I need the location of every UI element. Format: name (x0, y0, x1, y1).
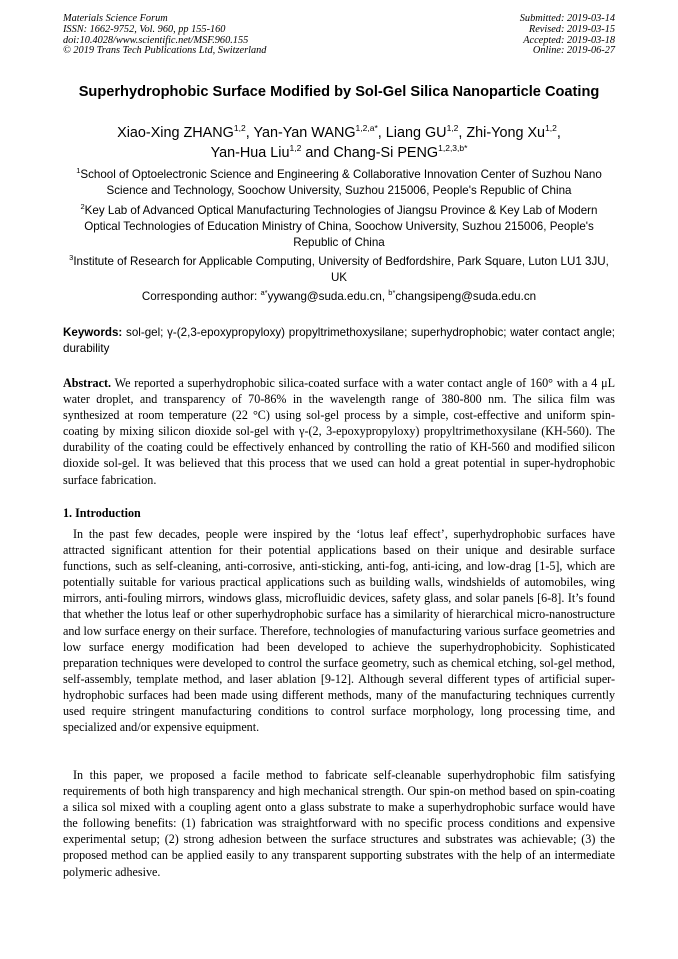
affiliation-3: $^3$Institute of Research for Applicable Computing, University of Bedfordshire, Park Square, Luton LU1 3JU, UK (69, 253, 609, 284)
author: Yan-Yan $WANG^{1,2,a*}$, (253, 123, 386, 141)
abstract-text: We reported a superhydrophobic silica-coated surface with a water contact angle of 160° with a 4 μL water droplet, and transparency of 70-86% in the wavelength range of 380-800 nm. The silica film was synthesized at room temperature (22 °C) using sol-gel process by a simple, cost-effective and uniform spin-coating by mixing silicon dioxide sol-gel with γ-(2, 3-epoxypropyloxy) propyltrimethoxysilane (KH-560). The durability of the coating could be effectively enhanced by controlling the ratio of KH-560 and modified silicon dioxide sol-gel. It was believed that this process that we used can hold a great potential in super-hydrophobic surface fabrication. (63, 376, 615, 487)
paper-title: Superhydrophobic Surface Modified by Sol-Gel Silica Nanoparticle Coating (78, 84, 600, 100)
affiliation-2: $^2$Key Lab of Advanced Optical Manufacturing Technologies of Jiangsu Province & Key Lab of Modern Optical Technologies of Education Ministry of China, Soochow University, Suzhou 215006, People's Republic of China (80, 202, 598, 249)
keywords-label: Keywords: (63, 326, 123, 339)
author: Liang GU$^{1,2}$, (385, 123, 467, 141)
journal-header (63, 14, 266, 57)
abstract-label: Abstract. (63, 376, 112, 390)
copyright-line: © 2019 Trans Tech Publications Ltd, Switzerland (63, 45, 267, 57)
section-heading-introduction: 1. Introduction (63, 506, 141, 520)
submitted-date: Submitted: 2019-03-14 (519, 13, 615, 24)
online-date: Online: 2019-06-27 (532, 45, 615, 57)
doi-line[interactable]: doi:10.4028/www.scientific.net/MSF.960.155 (63, 34, 249, 46)
intro-paragraph-2: In this paper, we proposed a facile method to fabricate self-cleanable superhydrophobic film satisfying requirements of both high transparency and high mechanical strength. Our spin-on method based on spin-coating a silica sol mixed with a coupling agent onto a glass substrate to make a superhydrophobic surface would have the following benefits: (1) fabrication was straightforward with no specific process conditions and expensive experimental setup; (2) strong adhesion between the surface structures and substrates was achievable; (3) the proposed method can be applied easily to any transparent supporting substrates with the help of an intermediate polymeric adhesive. (63, 768, 615, 879)
author-list (63, 123, 615, 163)
accepted-date: Accepted: 2019-03-18 (523, 34, 615, 46)
author: Xiao-Xing ZHANG$^{1,2}$, (117, 123, 254, 141)
abstract (63, 375, 615, 488)
intro-paragraph-1: In the past few decades, people were inspired by the ‘lotus leaf effect’, superhydrophobic surfaces have attracted significant attention for their potential applications based on their unique and desirable surface functions, such as self-cleaning, anti-corrosive, anti-sticking, anti-fog, anti-icing, and low-drag [1-5], which are potentially suitable for various practical applications such as building walls, windshields of automobiles, wing mirrors, anti-fouling mirrors, windows glass, microfluidic devices, safety glass, and solar panels [6-8]. It’s found that whether the lotus leaf or other superhydrophobic surface has a similarity of hierarchical micro-nanostructure and low surface energy on their surface. Therefore, technologies of manufacturing various surface geometries and low surface energy modification had been developed to achieve the superhydrophobicity. Sophisticated preparation techniques were developed to control the surface geometry, such as chemical etching, sol-gel method, self-assembly, template method, and laser ablation [9-12]. Although several different types of artificial super-hydrophobic surfaces had been made using different methods, many of the manufacturing techniques currently used require stringent manufacturing conditions to control surface morphology, long processing time, and specialized and/or expensive equipment. (63, 527, 615, 735)
author: Zhi-Yong Xu$^{1,2}$, (466, 123, 561, 141)
affiliation-1: $^1$School of Optoelectronic Science and Engineering & Collaborative Innovation Center of Suzhou Nano Science and Technology, Soochow University, Suzhou 215006, People's Republic of China (76, 166, 602, 197)
keywords-text: sol-gel; γ-(2,3-epoxypropyloxy) propyltrimethoxysilane; superhydrophobic; water contact angle; durability (63, 326, 615, 355)
journal-name: Materials Science Forum (63, 13, 168, 24)
email-a[interactable]: yywang@suda.edu.cn (267, 290, 382, 303)
keywords (63, 325, 615, 356)
issn-line: ISSN: 1662-9752, Vol. 960, pp 155-160 (63, 23, 226, 35)
corresponding-author: Corresponding author: $^{a*}$yywang@suda.edu.cn, $^{b*}$changsipeng@suda.edu.cn (141, 288, 537, 303)
revised-date: Revised: 2019-03-15 (528, 23, 615, 35)
author: Chang-Si $PENG^{1,2,3,b*}$ (333, 143, 468, 161)
author: Yan-Hua Liu$^{1,2}$ and (210, 143, 334, 161)
dates-header (520, 14, 615, 57)
email-b[interactable]: changsipeng@suda.edu.cn (395, 290, 537, 303)
